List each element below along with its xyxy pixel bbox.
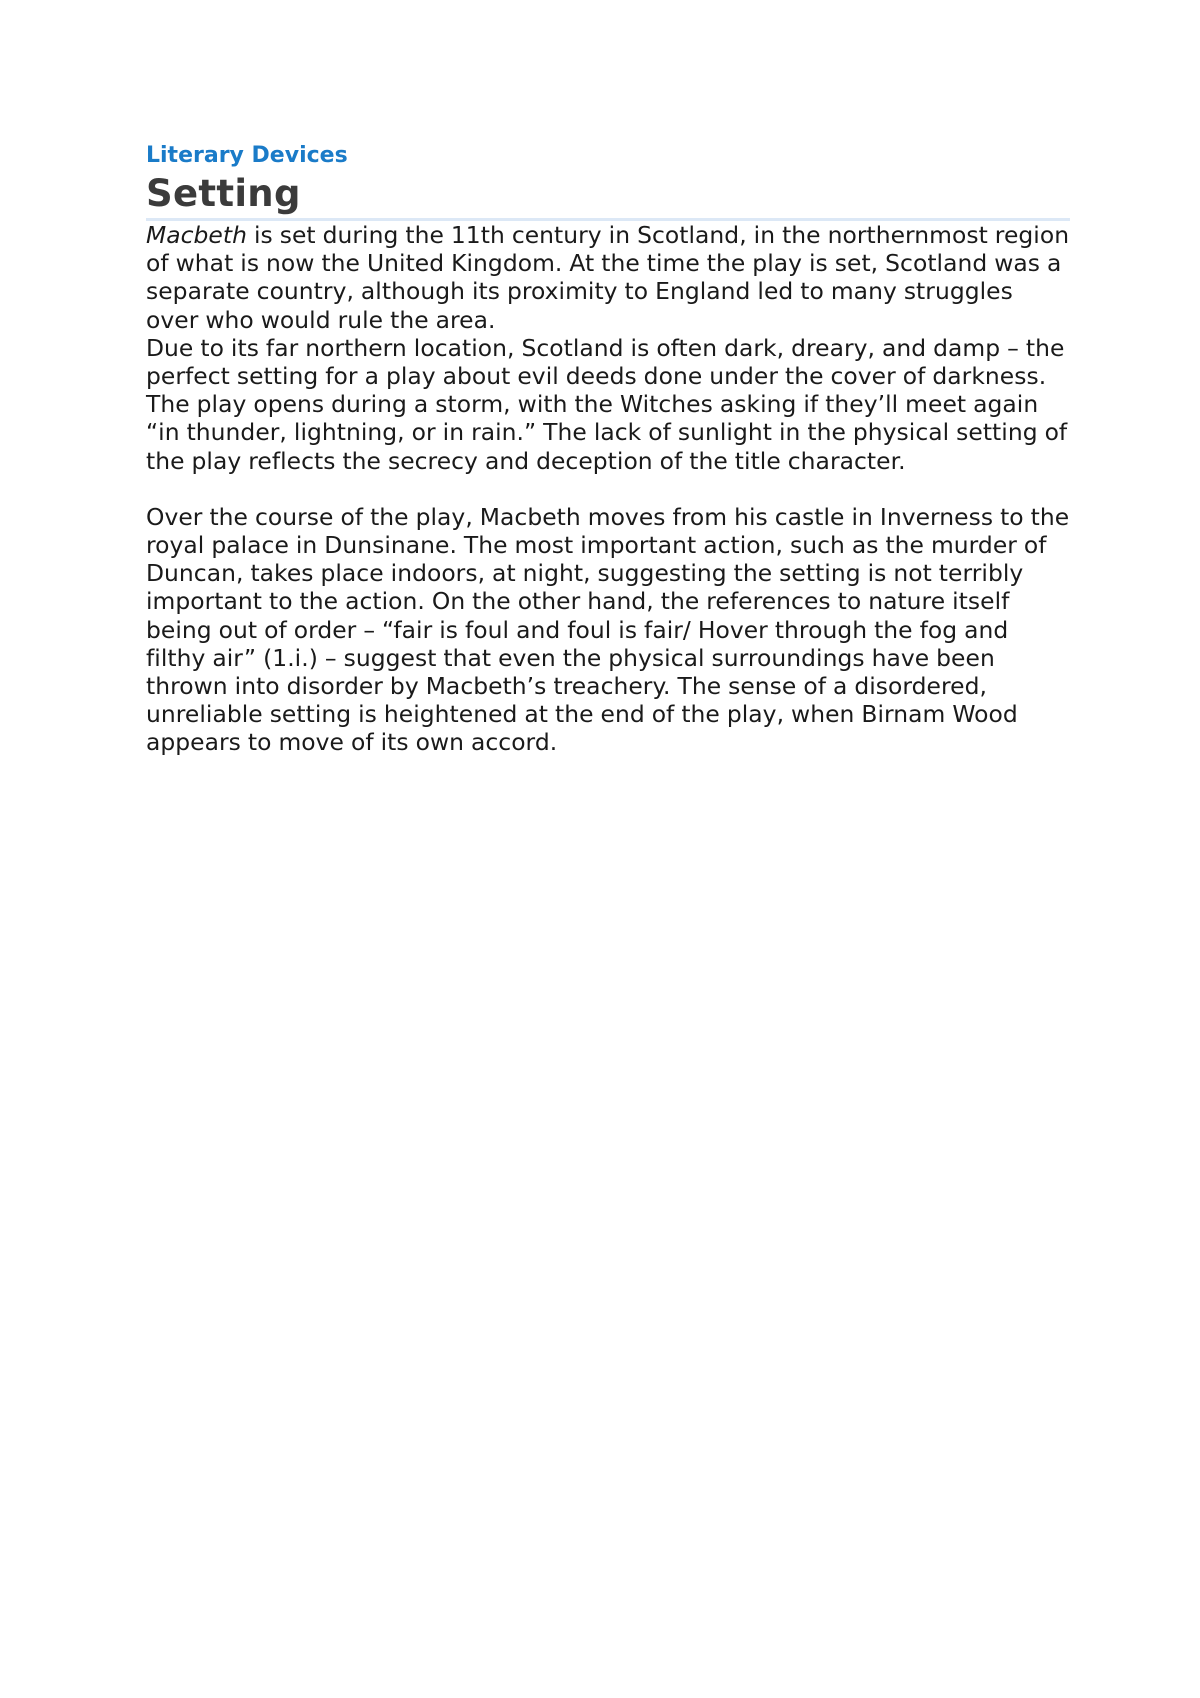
paragraph-intro-text: is set during the 11th century in Scotland, in the northernmost region of what is now the United Kingdom. At the time the play is set, Scotland was a separate country, although its proximity to England led to many struggles over who would rule the area. — [146, 221, 1070, 334]
paragraph-spacer — [146, 475, 1070, 503]
page-title: Setting — [146, 172, 1070, 221]
paragraph-location: Due to its far northern location, Scotland is often dark, dreary, and damp – the perfect setting for a play about evil deeds done under the cover of darkness. The play opens during a storm, with the Witches asking if they’ll meet again “in thunder, lightning, or in rain.” The lack of sunlight in the physical setting of the play reflects the secrecy and deception of the title character. — [146, 333, 1068, 475]
section-kicker: Literary Devices — [146, 143, 348, 168]
paragraph-course-of-play: Over the course of the play, Macbeth moves from his castle in Inverness to the royal palace in Dunsinane. The most important action, such as the murder of Duncan, takes place indoors, at night, suggesting the setting is not terribly important to the action. On the other hand, the references to nature itself being out of order – “fair is foul and foul is fair/ Hover through the fog and filthy air” (1.i.) – suggest that even the physical surroundings have been thrown into disorder by Macbeth’s treachery. The sense of a disordered, unreliable setting is heightened at the end of the play, when Birnam Wood appears to move of its own accord. — [146, 502, 1070, 757]
play-title-italic: Macbeth — [146, 221, 247, 249]
document-content — [146, 140, 1070, 757]
paragraph-intro — [146, 221, 1070, 334]
